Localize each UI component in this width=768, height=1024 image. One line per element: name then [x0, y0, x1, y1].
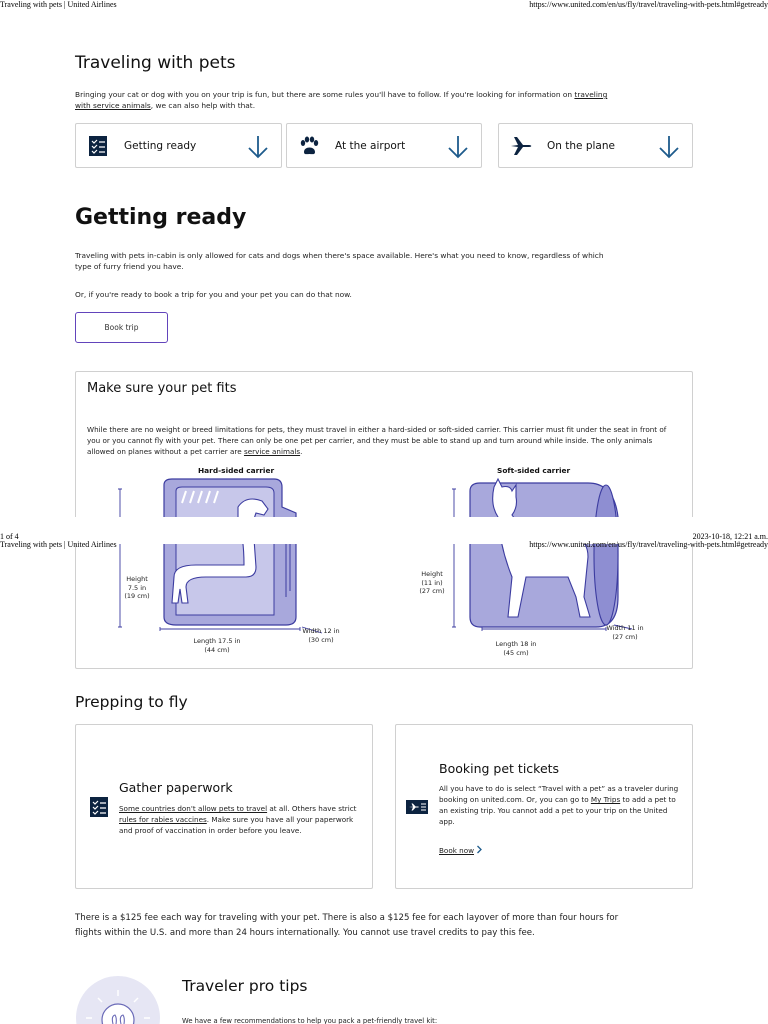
checklist-icon — [88, 796, 110, 818]
tickets-text: to add a pet to an existing trip. You cannot add a pet to your trip on the United app. — [439, 795, 676, 826]
my-trips-link[interactable]: My Trips — [590, 795, 621, 804]
service-animals-link[interactable]: traveling with service animals — [75, 90, 608, 110]
gather-paperwork-title: Gather paperwork — [119, 780, 233, 795]
hard-height-label — [120, 575, 154, 601]
book-now-link[interactable] — [439, 845, 483, 856]
print-header-top — [0, 0, 768, 10]
print-url: https://www.united.com/en/us/fly/travel/traveling-with-pets.html#getready — [529, 540, 768, 549]
gather-paperwork-card — [75, 724, 373, 889]
soft-carrier-illustration — [446, 477, 666, 637]
paw-icon — [298, 135, 320, 157]
hard-carrier-title: Hard-sided carrier — [198, 466, 275, 475]
pet-fits-desc-text: While there are no weight or breed limitations for pets, they must travel in either a hard-sided or soft-sided carrier. This carrier must fit under the seat in front of you or you cannot fly with your pet. There can only be one pet per carrier, and they must be able to stand up and turn around while inside. The only animals allowed on planes without a pet carrier are — [87, 425, 667, 456]
book-now-prompt: Or, if you're ready to book a trip for you and your pet you can do that now. — [75, 290, 352, 299]
nav-card-label: On the plane — [547, 140, 615, 152]
tickets-text: All you have to do is select “Travel with a pet” as a traveler during booking on united.com. Or, you can go to — [439, 784, 679, 804]
nav-card-getting-ready[interactable] — [75, 123, 282, 168]
book-trip-button[interactable]: Book trip — [75, 312, 168, 343]
boarding-pass-icon — [406, 796, 428, 818]
chevron-right-icon — [476, 845, 483, 854]
dim-line: (30 cm) — [308, 635, 334, 644]
soft-width-label — [600, 624, 650, 641]
pro-tips-text: We have a few recommendations to help you pack a pet-friendly travel kit: — [182, 1017, 438, 1024]
print-title: Traveling with pets | United Airlines — [0, 540, 117, 549]
pet-fits-desc-end: . — [300, 447, 303, 456]
print-url: https://www.united.com/en/us/fly/travel/traveling-with-pets.html#getready — [529, 0, 768, 9]
dim-line: (19 cm) — [124, 592, 150, 600]
lightbulb-icon — [76, 976, 160, 1024]
hard-carrier-illustration — [116, 477, 356, 637]
paperwork-text: at all. Others have strict — [267, 804, 357, 813]
booking-pet-tickets-card — [395, 724, 693, 889]
soft-length-label — [481, 640, 551, 657]
arrow-down-icon — [658, 134, 680, 160]
pet-fits-desc — [87, 424, 673, 457]
section-title-getting-ready: Getting ready — [75, 205, 247, 230]
soft-carrier-title: Soft-sided carrier — [497, 466, 571, 475]
pet-fee-text: There is a $125 fee each way for traveling with your pet. There is also a $125 fee for each layover of more than four hours for flights within the U.S. and more than 24 hours internationally. You cannot use travel credits to pay this fee. — [75, 913, 619, 938]
dim-line: (45 cm) — [503, 648, 529, 657]
arrow-down-icon — [247, 134, 269, 160]
hard-length-label — [182, 637, 252, 654]
dim-line: (11 in) — [421, 578, 443, 587]
dim-line: 7.5 in — [127, 583, 147, 592]
dim-line: Length 18 in — [495, 640, 537, 648]
dim-line: Height — [126, 575, 148, 583]
nav-card-on-the-plane[interactable] — [498, 123, 693, 168]
booking-pet-tickets-text — [439, 783, 679, 827]
getting-ready-text: Traveling with pets in-cabin is only allowed for cats and dogs when there's space available. Here's what you need to know, regardless of which type of furry friend you have. — [75, 251, 604, 271]
countries-restrictions-link[interactable]: Some countries don't allow pets to travel — [119, 804, 268, 813]
print-title: Traveling with pets | United Airlines — [0, 0, 117, 9]
hard-width-label — [296, 627, 346, 644]
checklist-icon — [87, 135, 109, 157]
service-animals-link[interactable]: service animals — [243, 447, 301, 456]
nav-card-label: At the airport — [335, 140, 406, 152]
arrow-down-icon — [447, 134, 469, 160]
print-header-2 — [0, 540, 768, 550]
print-page-break — [0, 517, 768, 549]
intro-pre: Bringing your cat or dog with you on your trip is fun, but there are some rules you'll have to follow. If you're looking for information on — [75, 90, 573, 99]
rabies-rules-link[interactable]: rules for rabies vaccines — [119, 815, 207, 824]
print-page-number: 1 of 4 — [0, 532, 19, 541]
page-title: Traveling with pets — [75, 53, 236, 73]
dim-line: (27 cm) — [612, 632, 638, 641]
gather-paperwork-text — [119, 803, 361, 836]
intro-post: , we can also help with that. — [150, 100, 256, 110]
pro-tips-title: Traveler pro tips — [182, 977, 308, 995]
print-datetime: 2023-10-18, 12:21 a.m. — [692, 532, 768, 541]
dim-line: (44 cm) — [204, 645, 230, 654]
section-title-prepping: Prepping to fly — [75, 693, 188, 711]
book-now-link-label: Book now — [439, 846, 475, 855]
nav-card-at-the-airport[interactable] — [286, 123, 482, 168]
pro-tips-illustration — [76, 976, 160, 1024]
dim-line: Width 12 in — [302, 627, 340, 635]
dim-line: Width 11 in — [606, 624, 644, 632]
nav-card-label: Getting ready — [124, 140, 197, 152]
pet-fits-title: Make sure your pet fits — [87, 381, 237, 396]
intro-text — [75, 90, 615, 111]
booking-pet-tickets-title: Booking pet tickets — [439, 761, 560, 776]
paperwork-text: . Make sure you have all your paperwork and proof of vaccination in order before you leave. — [119, 815, 354, 835]
dim-line: Height — [421, 570, 443, 578]
dim-line: Length 17.5 in — [193, 637, 241, 645]
dim-line: (27 cm) — [419, 587, 445, 595]
soft-height-label — [413, 570, 451, 596]
plane-icon — [510, 135, 532, 157]
